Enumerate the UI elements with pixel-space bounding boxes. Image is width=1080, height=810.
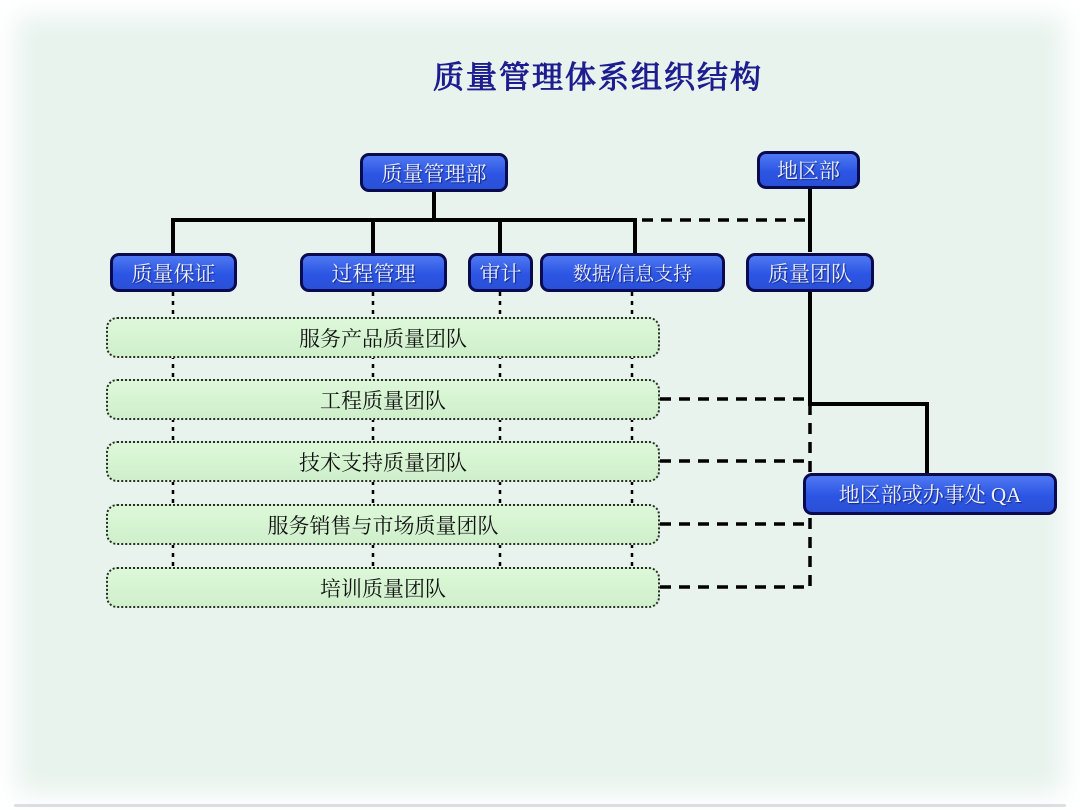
- node-process-management: [300, 253, 447, 292]
- node-label: 地区部: [777, 159, 840, 183]
- team-label: 培训质量团队: [320, 576, 446, 601]
- team-row-service-product: [106, 317, 660, 358]
- team-label: 服务产品质量团队: [299, 326, 467, 351]
- node-quality-team: [746, 253, 874, 292]
- node-label: 质量团队: [768, 261, 852, 286]
- node-label: 数据/信息支持: [572, 264, 693, 285]
- node-label: 审计: [479, 261, 522, 286]
- page-title: 质量管理体系组织结构: [433, 60, 763, 95]
- node-quality-management-dept: [360, 153, 508, 192]
- team-row-sales-market: [106, 504, 660, 545]
- team-label: 服务销售与市场质量团队: [267, 513, 499, 538]
- node-label: 过程管理: [331, 261, 416, 286]
- node-region-dept: [757, 151, 860, 189]
- team-row-tech-support: [106, 441, 660, 482]
- node-label: 质量管理部: [381, 161, 487, 186]
- connector-quality-team-to-qa: [810, 292, 927, 473]
- team-label: 技术支持质量团队: [299, 450, 467, 475]
- node-data-info-support: [540, 253, 725, 292]
- team-label: 工程质量团队: [320, 388, 446, 413]
- node-label: 地区部或办事处 QA: [838, 483, 1022, 507]
- team-row-engineering: [106, 379, 660, 420]
- node-audit: [468, 253, 533, 292]
- node-quality-assurance: [110, 253, 237, 292]
- node-region-or-office-qa: [803, 473, 1057, 515]
- team-row-training: [106, 567, 660, 608]
- node-label: 质量保证: [131, 261, 216, 286]
